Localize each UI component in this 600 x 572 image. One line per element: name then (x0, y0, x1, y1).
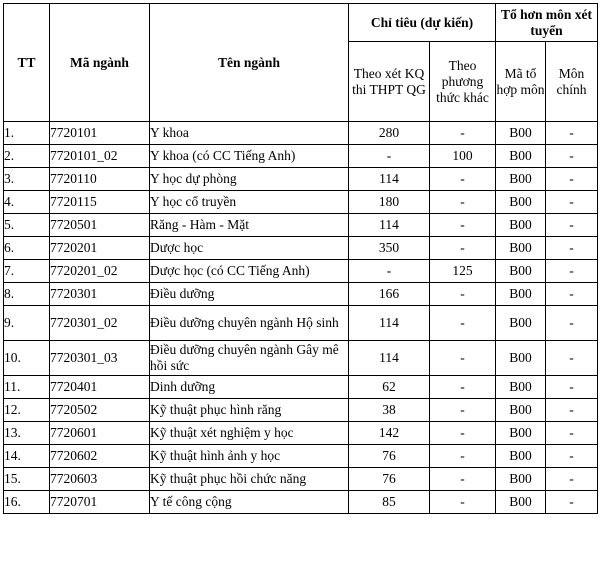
row-other: - (430, 168, 496, 191)
row-combo: B00 (496, 341, 546, 376)
header-quota-other: Theo phương thức khác (430, 42, 496, 122)
row-tt: 5. (4, 214, 50, 237)
row-main: - (546, 214, 598, 237)
row-exam: 38 (349, 399, 430, 422)
row-tt: 14. (4, 445, 50, 468)
row-other: - (430, 214, 496, 237)
row-code: 7720603 (50, 468, 150, 491)
row-code: 7720401 (50, 376, 150, 399)
row-other: - (430, 237, 496, 260)
row-combo: B00 (496, 283, 546, 306)
header-code: Mã ngành (50, 4, 150, 122)
row-other: - (430, 376, 496, 399)
table-row (4, 283, 598, 306)
row-tt: 2. (4, 145, 50, 168)
row-tt: 10. (4, 341, 50, 376)
row-code: 7720602 (50, 445, 150, 468)
row-tt: 6. (4, 237, 50, 260)
row-combo: B00 (496, 191, 546, 214)
row-other: - (430, 306, 496, 341)
row-other: - (430, 468, 496, 491)
row-code: 7720201_02 (50, 260, 150, 283)
row-main: - (546, 491, 598, 514)
row-code: 7720101_02 (50, 145, 150, 168)
row-other: 100 (430, 145, 496, 168)
row-tt: 15. (4, 468, 50, 491)
row-exam: 142 (349, 422, 430, 445)
row-main: - (546, 468, 598, 491)
row-combo: B00 (496, 376, 546, 399)
row-combo: B00 (496, 306, 546, 341)
row-exam: - (349, 145, 430, 168)
row-tt: 8. (4, 283, 50, 306)
row-code: 7720601 (50, 422, 150, 445)
row-tt: 4. (4, 191, 50, 214)
row-tt: 16. (4, 491, 50, 514)
table-row (4, 306, 598, 341)
row-other: - (430, 122, 496, 145)
row-exam: 350 (349, 237, 430, 260)
row-exam: 280 (349, 122, 430, 145)
row-name: Y khoa (150, 122, 349, 145)
table-row (4, 191, 598, 214)
header-quota-group: Chỉ tiêu (dự kiến) (349, 4, 496, 42)
row-tt: 1. (4, 122, 50, 145)
row-main: - (546, 191, 598, 214)
row-combo: B00 (496, 237, 546, 260)
row-combo: B00 (496, 491, 546, 514)
table-row (4, 399, 598, 422)
table-row (4, 168, 598, 191)
admissions-table (3, 3, 598, 514)
row-tt: 11. (4, 376, 50, 399)
header-quota-exam: Theo xét KQ thi THPT QG (349, 42, 430, 122)
row-main: - (546, 422, 598, 445)
header-main-subject: Môn chính (546, 42, 598, 122)
row-exam: 166 (349, 283, 430, 306)
row-name: Răng - Hàm - Mặt (150, 214, 349, 237)
row-code: 7720301_03 (50, 341, 150, 376)
header-combo-group: Tổ hơn môn xét tuyển (496, 4, 598, 42)
row-other: - (430, 283, 496, 306)
row-exam: 76 (349, 445, 430, 468)
row-combo: B00 (496, 422, 546, 445)
row-other: - (430, 341, 496, 376)
row-exam: 114 (349, 168, 430, 191)
row-combo: B00 (496, 445, 546, 468)
row-tt: 3. (4, 168, 50, 191)
row-code: 7720301 (50, 283, 150, 306)
row-other: - (430, 191, 496, 214)
row-other: - (430, 422, 496, 445)
row-main: - (546, 445, 598, 468)
table-row (4, 122, 598, 145)
row-other: - (430, 399, 496, 422)
row-code: 7720701 (50, 491, 150, 514)
row-name: Kỹ thuật phục hồi chức năng (150, 468, 349, 491)
row-combo: B00 (496, 122, 546, 145)
table-row (4, 445, 598, 468)
row-main: - (546, 168, 598, 191)
row-code: 7720501 (50, 214, 150, 237)
header-combo-code: Mã tổ hợp môn (496, 42, 546, 122)
table-row (4, 376, 598, 399)
row-main: - (546, 260, 598, 283)
table-row (4, 491, 598, 514)
row-main: - (546, 283, 598, 306)
row-tt: 9. (4, 306, 50, 341)
table-row (4, 214, 598, 237)
row-name: Y học cổ truyền (150, 191, 349, 214)
row-name: Kỹ thuật hình ảnh y học (150, 445, 349, 468)
table-row (4, 260, 598, 283)
table-row (4, 422, 598, 445)
row-main: - (546, 376, 598, 399)
row-name: Dược học (150, 237, 349, 260)
row-combo: B00 (496, 399, 546, 422)
row-exam: 114 (349, 306, 430, 341)
row-code: 7720101 (50, 122, 150, 145)
row-code: 7720115 (50, 191, 150, 214)
row-name: Dinh dưỡng (150, 376, 349, 399)
row-combo: B00 (496, 260, 546, 283)
table-row (4, 237, 598, 260)
row-name: Điều dưỡng chuyên ngành Gây mê hồi sức (150, 341, 349, 376)
row-name: Y khoa (có CC Tiếng Anh) (150, 145, 349, 168)
row-exam: - (349, 260, 430, 283)
row-main: - (546, 122, 598, 145)
row-main: - (546, 145, 598, 168)
row-code: 7720502 (50, 399, 150, 422)
row-exam: 180 (349, 191, 430, 214)
row-main: - (546, 237, 598, 260)
row-code: 7720110 (50, 168, 150, 191)
row-name: Y tế công cộng (150, 491, 349, 514)
row-exam: 114 (349, 214, 430, 237)
row-tt: 12. (4, 399, 50, 422)
table-row (4, 145, 598, 168)
row-exam: 85 (349, 491, 430, 514)
row-name: Điều dưỡng (150, 283, 349, 306)
row-exam: 62 (349, 376, 430, 399)
row-code: 7720301_02 (50, 306, 150, 341)
header-name: Tên ngành (150, 4, 349, 122)
row-other: - (430, 445, 496, 468)
table-body (4, 122, 598, 514)
table-row (4, 468, 598, 491)
row-exam: 114 (349, 341, 430, 376)
row-name: Dược học (có CC Tiếng Anh) (150, 260, 349, 283)
row-main: - (546, 341, 598, 376)
row-combo: B00 (496, 214, 546, 237)
row-name: Kỹ thuật phục hình răng (150, 399, 349, 422)
row-exam: 76 (349, 468, 430, 491)
row-combo: B00 (496, 168, 546, 191)
row-main: - (546, 399, 598, 422)
row-name: Điều dưỡng chuyên ngành Hộ sinh (150, 306, 349, 341)
row-tt: 13. (4, 422, 50, 445)
row-tt: 7. (4, 260, 50, 283)
row-combo: B00 (496, 145, 546, 168)
header-tt: TT (4, 4, 50, 122)
table-row (4, 341, 598, 376)
row-name: Y học dự phòng (150, 168, 349, 191)
row-combo: B00 (496, 468, 546, 491)
row-main: - (546, 306, 598, 341)
row-code: 7720201 (50, 237, 150, 260)
row-other: - (430, 491, 496, 514)
row-name: Kỹ thuật xét nghiệm y học (150, 422, 349, 445)
row-other: 125 (430, 260, 496, 283)
